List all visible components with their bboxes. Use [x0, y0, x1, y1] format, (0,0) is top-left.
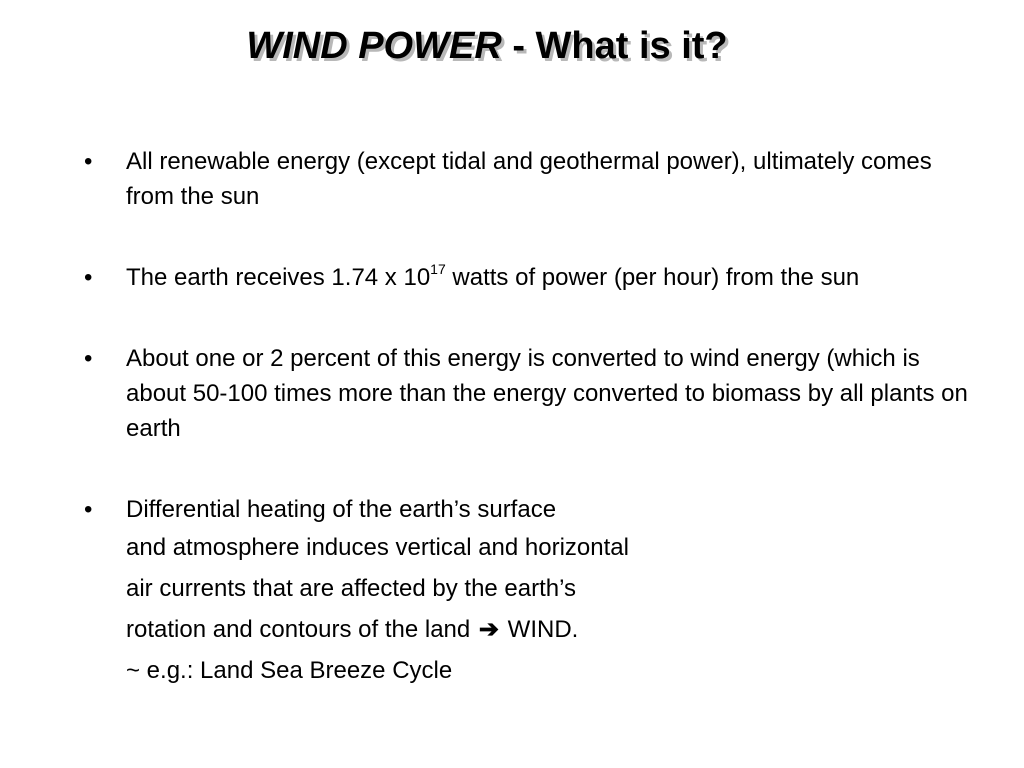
arrow-right-icon: ➔: [478, 616, 500, 643]
title-main: WIND POWER: [246, 25, 502, 67]
bullet-icon: •: [84, 148, 93, 175]
bullet-list: [84, 144, 984, 691]
bullet-item: [84, 341, 984, 446]
example-line: ~ e.g.: Land Sea Breeze Cycle: [126, 657, 453, 684]
bullet-text: About one or 2 percent of this energy is converted to wind energy (which is about 50-100 times more than the energy converted to biomass by all plants on earth: [126, 345, 968, 442]
bullet-icon: •: [84, 264, 93, 291]
bullet-icon: •: [84, 345, 93, 372]
bullet-icon: •: [84, 496, 93, 523]
bullet-text: All renewable energy (except tidal and geothermal power), ultimately comes from the sun: [126, 148, 932, 210]
bullet-item: [84, 144, 984, 214]
bullet-item: [84, 260, 984, 295]
bullet-line-text: WIND.: [501, 616, 579, 643]
bullet-line: air currents that are affected by the earth’s: [126, 575, 577, 602]
bullet-line-text: rotation and contours of the land: [126, 616, 477, 643]
exponent: 17: [430, 261, 446, 277]
bullet-line: [126, 609, 984, 650]
slide-title: [0, 22, 1024, 70]
bullet-item: [84, 492, 984, 691]
bullet-line: Differential heating of the earth’s surface: [126, 496, 557, 523]
bullet-text-before: The earth receives 1.74 x 10: [126, 264, 431, 291]
title-rest: - What is it?: [501, 25, 728, 67]
bullet-text-after: watts of power (per hour) from the sun: [445, 264, 860, 291]
bullet-line: and atmosphere induces vertical and horizontal: [126, 534, 629, 561]
